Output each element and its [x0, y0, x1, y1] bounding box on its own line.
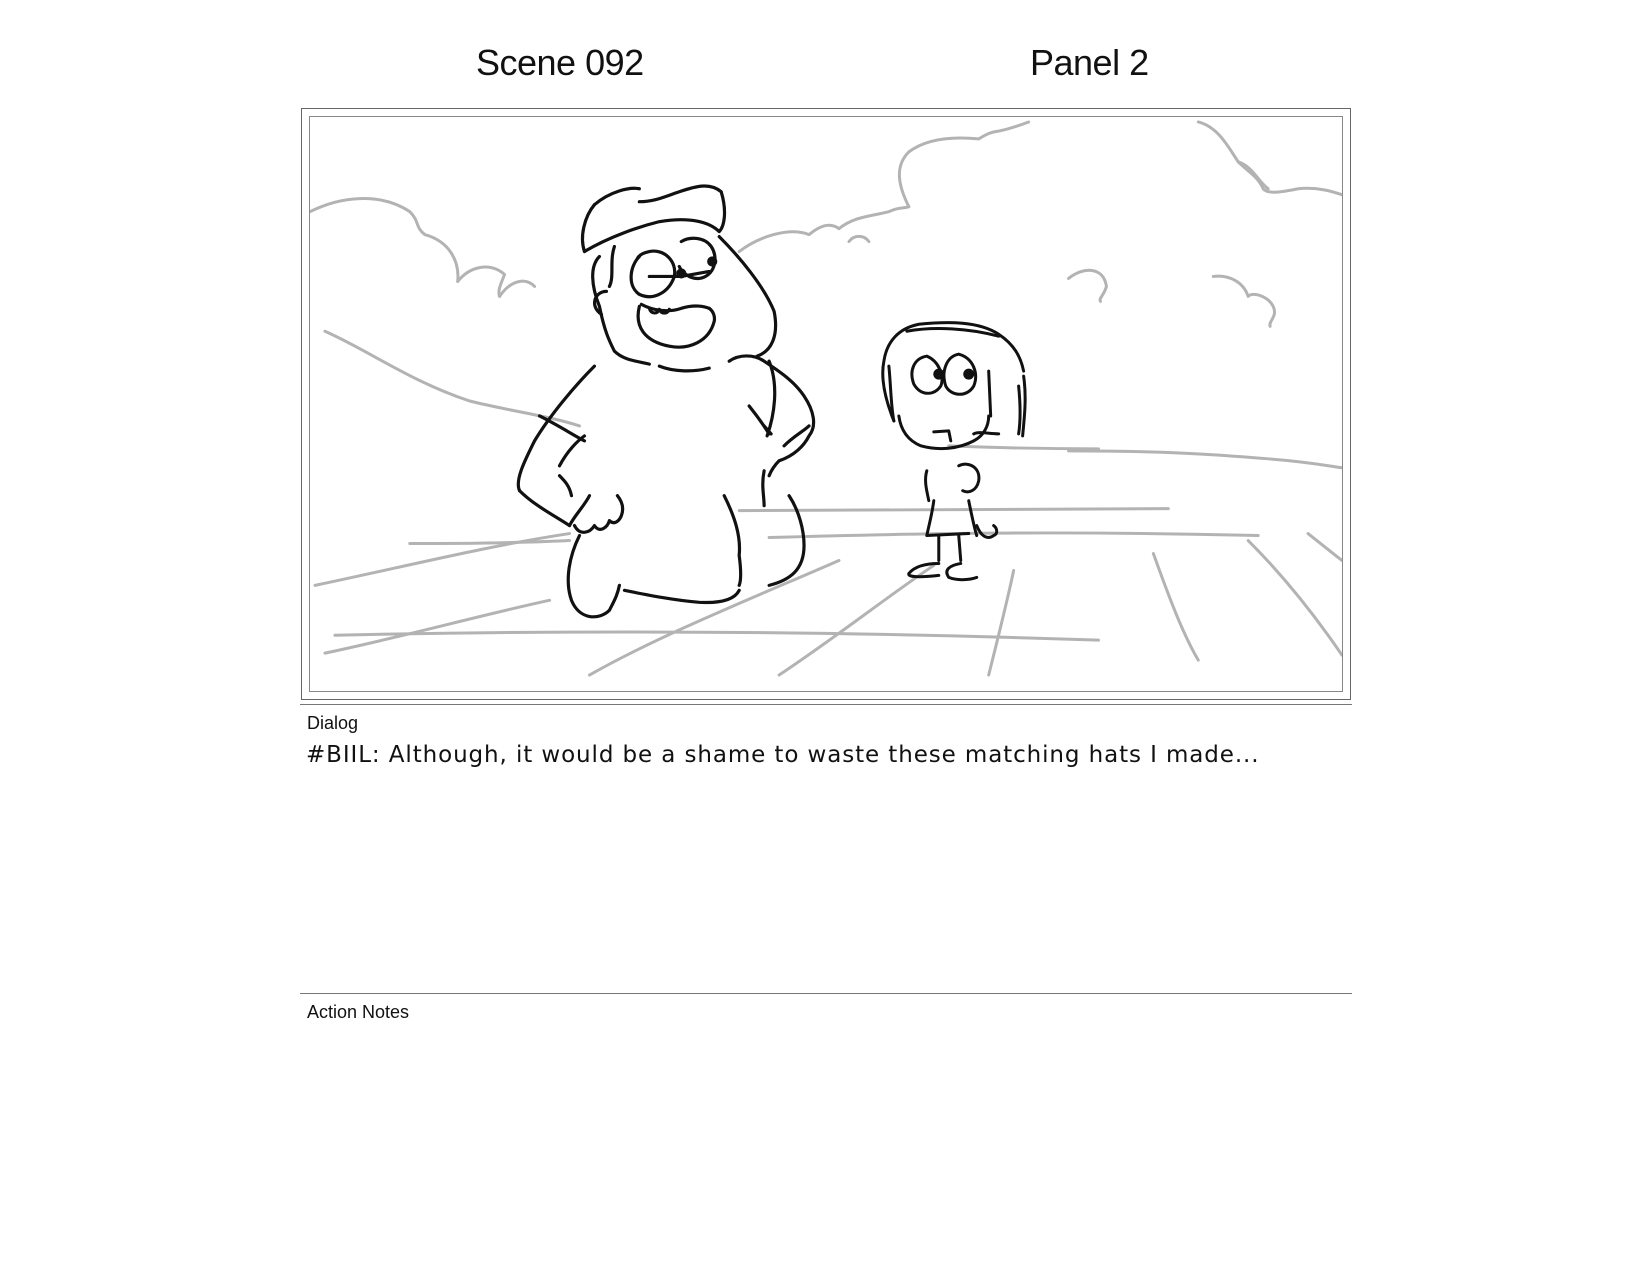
scene-number: Scene 092 [476, 42, 644, 83]
action-notes-label: Action Notes [307, 1002, 410, 1022]
storyboard-panel-frame [301, 108, 1351, 700]
storyboard-sketch-icon [310, 117, 1342, 691]
panel-number: Panel 2 [1030, 42, 1149, 83]
dialog-divider [300, 704, 1352, 705]
large-character-sketch [518, 186, 813, 617]
background-sketch [310, 122, 1342, 675]
action-notes-divider [300, 993, 1352, 994]
dialog-label: Dialog [307, 713, 359, 733]
small-character-sketch [883, 323, 1025, 580]
storyboard-panel-image [309, 116, 1343, 692]
dialog-text: #BIIL: Although, it would be a shame to waste these matching hats I made... [306, 742, 1260, 768]
